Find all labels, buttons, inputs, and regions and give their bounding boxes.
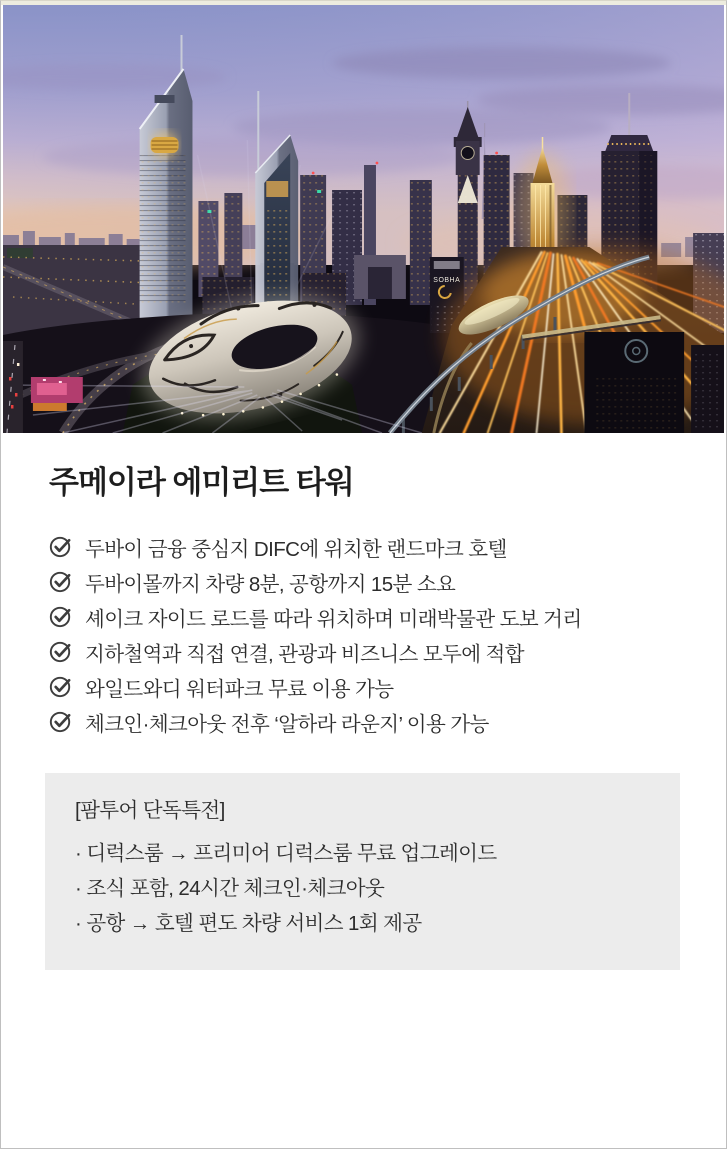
promo-item: · 디럭스룸 → 프리미어 디럭스룸 무료 업그레이드 xyxy=(75,842,497,865)
feature-item xyxy=(49,529,678,564)
promo-item: · 조식 포함, 24시간 체크인·체크아웃 xyxy=(75,877,385,900)
hotel-title: 주메이라 에미리트 타워 xyxy=(49,465,354,500)
feature-text: 셰이크 자이드 로드를 따라 위치하며 미래박물관 도보 거리 xyxy=(85,607,582,631)
sobha-billboard-text: SOBHA xyxy=(433,276,461,285)
feature-text: 두바이몰까지 차량 8분, 공항까지 15분 소요 xyxy=(85,572,456,596)
feature-list xyxy=(49,529,678,739)
feature-item xyxy=(49,599,678,634)
promo-header: [팜투어 단독특전] xyxy=(75,799,225,822)
feature-item xyxy=(49,669,678,704)
feature-item xyxy=(49,704,678,739)
dubai-skyline-illustration xyxy=(3,5,724,433)
feature-text: 체크인·체크아웃 전후 ‘알하라 라운지’ 이용 가능 xyxy=(85,712,489,736)
check-circle-icon xyxy=(49,640,72,663)
feature-item xyxy=(49,564,678,599)
check-circle-icon xyxy=(49,605,72,628)
feature-text: 지하철역과 직접 연결, 관광과 비즈니스 모두에 적합 xyxy=(85,642,524,666)
feature-text: 와일드와디 워터파크 무료 이용 가능 xyxy=(85,677,394,701)
promo-box xyxy=(45,773,680,970)
check-circle-icon xyxy=(49,710,72,733)
hotel-photo xyxy=(3,5,724,433)
promo-item: · 공항 → 호텔 편도 차량 서비스 1회 제공 xyxy=(75,912,422,935)
feature-text: 두바이 금융 중심지 DIFC에 위치한 랜드마크 호텔 xyxy=(85,537,507,561)
check-circle-icon xyxy=(49,535,72,558)
hotel-info-section xyxy=(1,466,726,739)
promo-items xyxy=(75,836,650,941)
check-circle-icon xyxy=(49,570,72,593)
foreground-right-buildings xyxy=(584,332,724,433)
feature-item xyxy=(49,634,678,669)
check-circle-icon xyxy=(49,675,72,698)
